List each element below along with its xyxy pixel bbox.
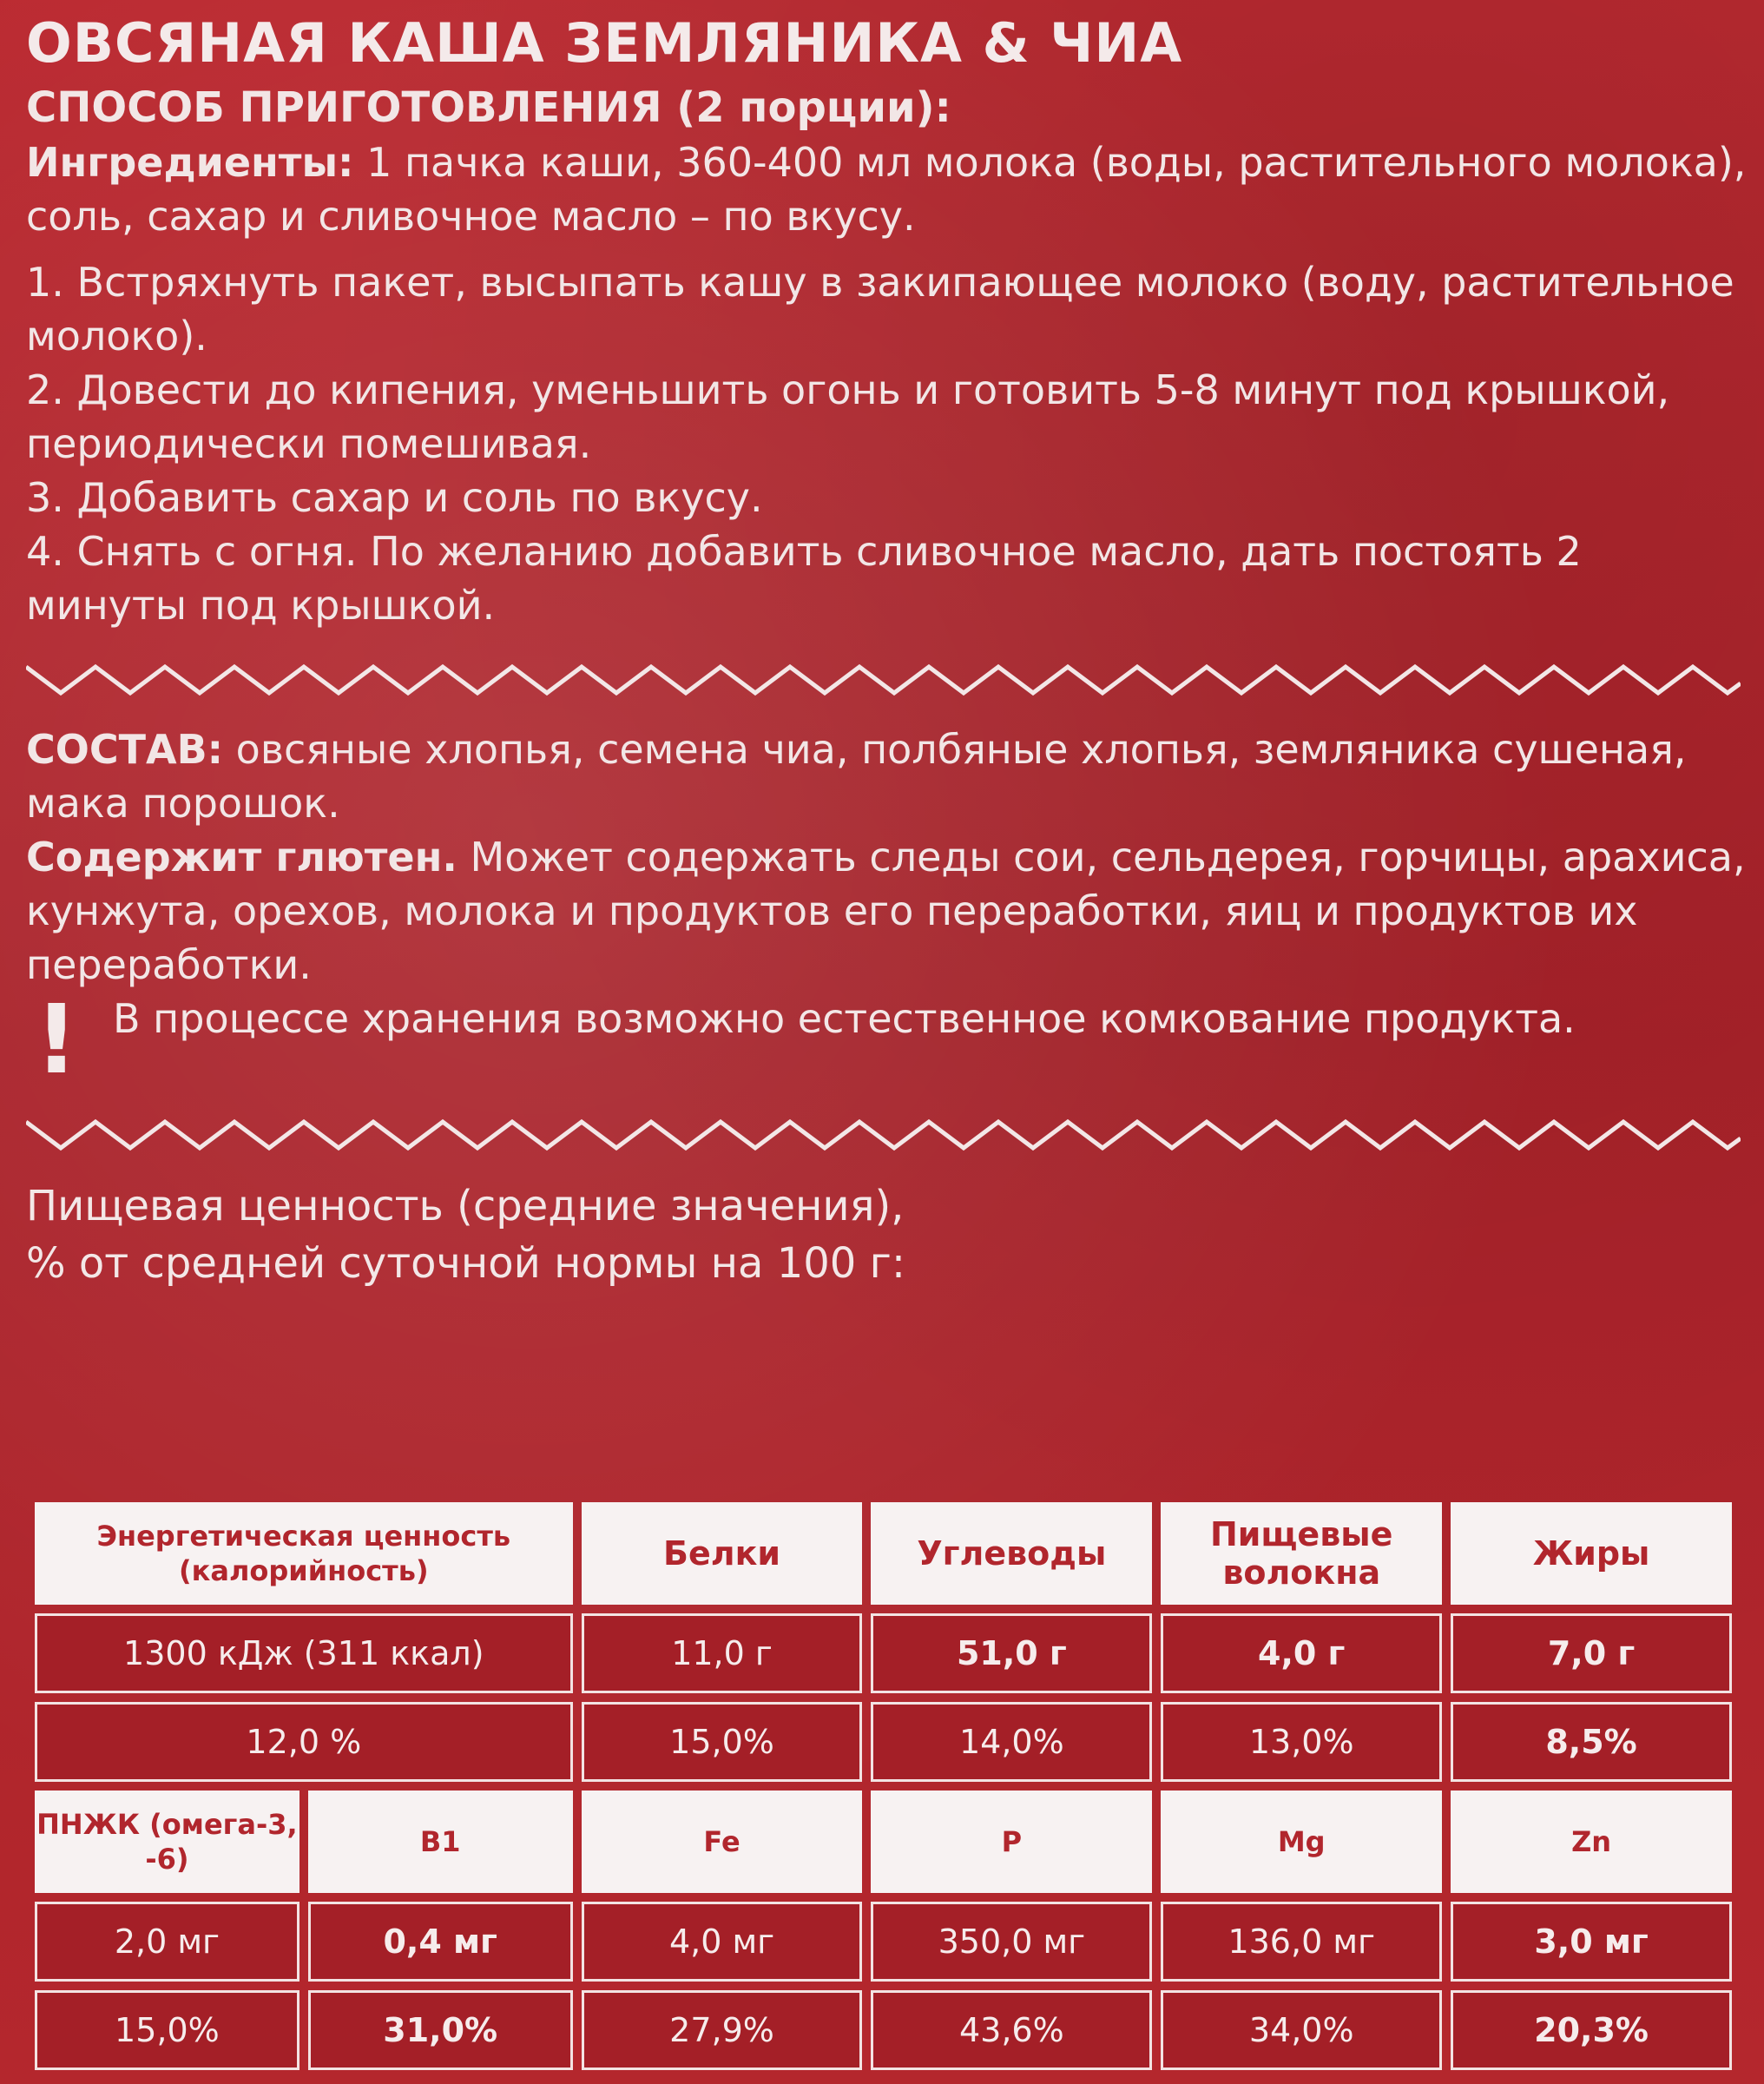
header-fiber: Пищевые волокна: [1161, 1502, 1442, 1605]
percent-energy: 12,0 %: [35, 1702, 573, 1782]
nutrition-heading-line2: % от средней суточной нормы на 100 г:: [26, 1239, 905, 1288]
value-pufa: 2,0 мг: [35, 1902, 299, 1982]
table-row: [35, 1613, 1732, 1693]
header-fe: Fe: [582, 1791, 863, 1893]
value-fat: 7,0 г: [1451, 1613, 1732, 1693]
nutrition-heading: [26, 1177, 1754, 1292]
step-1: 1. Встряхнуть пакет, высыпать кашу в закипающее молоко (воду, растительное молоко).: [26, 259, 1734, 359]
percent-fat: 8,5%: [1451, 1702, 1732, 1782]
allergen-text: Может содержать следы сои, сельдерея, горчицы, арахиса, кунжута, орехов, молока и продуктов его переработки, яиц и продуктов их переработки.: [26, 834, 1746, 988]
header-carbs: Углеводы: [871, 1502, 1152, 1605]
value-protein: 11,0 г: [582, 1613, 863, 1693]
table-row: [35, 1791, 1732, 1893]
zigzag-divider-top: [26, 655, 1741, 703]
percent-p: 43,6%: [871, 1990, 1152, 2070]
ingredients-text: 1 пачка каши, 360-400 мл молока (воды, растительного молока), соль, сахар и сливочное масло – по вкусу.: [26, 139, 1747, 240]
value-fe: 4,0 мг: [582, 1902, 863, 1982]
percent-mg: 34,0%: [1161, 1990, 1442, 2070]
zigzag-divider-bottom: [26, 1110, 1741, 1158]
nutrition-heading-line1: Пищевая ценность (средние значения),: [26, 1182, 905, 1230]
value-b1: 0,4 мг: [308, 1902, 573, 1982]
product-title: ОВСЯНАЯ КАША ЗЕМЛЯНИКА & ЧИА: [26, 11, 1183, 75]
preparation-heading: СПОСОБ ПРИГОТОВЛЕНИЯ (2 порции):: [26, 83, 951, 132]
percent-pufa: 15,0%: [35, 1990, 299, 2070]
step-3: 3. Добавить сахар и соль по вкусу.: [26, 474, 763, 521]
exclamation-icon: !: [35, 984, 79, 1095]
header-pufa: ПНЖК (омега-3, -6): [35, 1791, 299, 1893]
value-carbs: 51,0 г: [871, 1613, 1152, 1693]
package-text: [26, 0, 1754, 1292]
step-2: 2. Довести до кипения, уменьшить огонь и готовить 5-8 минут под крышкой, периодически помешивая.: [26, 366, 1670, 467]
percent-b1: 31,0%: [308, 1990, 573, 2070]
storage-warning: [26, 984, 1754, 1095]
table-row: [35, 1902, 1732, 1982]
step-4: 4. Снять с огня. По желанию добавить сливочное масло, дать постоять 2 минуты под крышкой.: [26, 528, 1582, 629]
composition-label: СОСТАВ:: [26, 726, 224, 773]
value-fiber: 4,0 г: [1161, 1613, 1442, 1693]
composition-paragraph: [26, 722, 1754, 830]
value-mg: 136,0 мг: [1161, 1902, 1442, 1982]
percent-zn: 20,3%: [1451, 1990, 1732, 2070]
warning-text: В процессе хранения возможно естественное комкование продукта.: [113, 995, 1576, 1042]
percent-protein: 15,0%: [582, 1702, 863, 1782]
percent-fe: 27,9%: [582, 1990, 863, 2070]
header-energy: Энергетическая ценность (калорийность): [35, 1502, 573, 1605]
header-fat: Жиры: [1451, 1502, 1732, 1605]
allergen-paragraph: [26, 830, 1754, 992]
table-row: [35, 1702, 1732, 1782]
nutrition-table: [26, 1494, 1741, 2079]
ingredients-label: Ингредиенты:: [26, 139, 354, 186]
table-row: [35, 1502, 1732, 1605]
header-zn: Zn: [1451, 1791, 1732, 1893]
value-energy: 1300 кДж (311 ккал): [35, 1613, 573, 1693]
percent-fiber: 13,0%: [1161, 1702, 1442, 1782]
table-row: [35, 1990, 1732, 2070]
value-zn: 3,0 мг: [1451, 1902, 1732, 1982]
ingredients-paragraph: [26, 135, 1754, 243]
percent-carbs: 14,0%: [871, 1702, 1152, 1782]
composition-text: овсяные хлопья, семена чиа, полбяные хлопья, земляника сушеная, мака порошок.: [26, 726, 1687, 827]
gluten-label: Содержит глютен.: [26, 834, 457, 880]
header-p: P: [871, 1791, 1152, 1893]
header-mg: Mg: [1161, 1791, 1442, 1893]
header-protein: Белки: [582, 1502, 863, 1605]
value-p: 350,0 мг: [871, 1902, 1152, 1982]
header-b1: B1: [308, 1791, 573, 1893]
